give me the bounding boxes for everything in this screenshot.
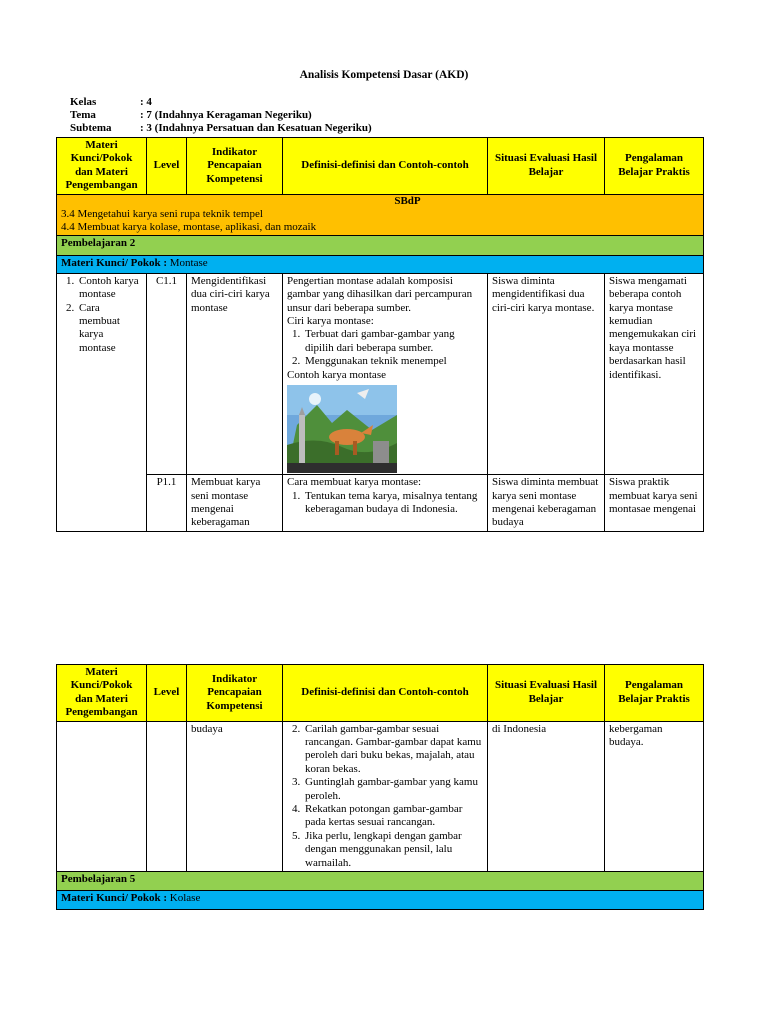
header-definisi: Definisi-definisi dan Contoh-contoh — [283, 138, 488, 195]
list-item: 2. Cara membuat karya montase — [77, 302, 142, 356]
table-header-row — [57, 665, 704, 722]
table-header-row — [57, 138, 704, 195]
header-level: Level — [147, 665, 187, 722]
steps-list — [287, 490, 483, 517]
situasi-cell: di Indonesia — [488, 721, 605, 871]
list-item: 4. Rekatkan potongan gambar-gambar pada kertas sesuai rancangan. — [303, 803, 483, 830]
materi-label: Materi Kunci/ Pokok : — [61, 256, 168, 269]
akd-table-2 — [56, 664, 704, 910]
pembelajaran-row — [57, 872, 704, 891]
pengalaman-cell: Siswa mengamati beberapa contoh karya montase kemudian mengemukakan ciri kaya montasse berdasarkan hasil identifikasi. — [605, 273, 704, 474]
kd-4-4: 4.4 Membuat karya kolase, montase, aplikasi, dan mozaik — [61, 221, 317, 234]
materi-row — [57, 891, 704, 910]
document-title: Analisis Kompetensi Dasar (AKD) — [299, 69, 469, 81]
pembelajaran-label: Pembelajaran 2 — [57, 235, 704, 255]
akd-table-1 — [56, 137, 704, 532]
list-item: 5. Jika perlu, lengkapi dengan gambar dengan menggunakan pensil, lalu warnailah. — [303, 830, 483, 870]
header-situasi: Situasi Evaluasi Hasil Belajar — [488, 138, 605, 195]
definisi-cell — [283, 475, 488, 532]
kd-3-4: 3.4 Mengetahui karya seni rupa teknik tempel — [61, 208, 263, 221]
definisi-cell — [283, 273, 488, 474]
header-pengalaman: Pengalaman Belajar Praktis — [605, 665, 704, 722]
ciri-list — [287, 328, 483, 368]
level-cell: P1.1 — [147, 475, 187, 532]
situasi-cell: Siswa diminta mengidentifikasi dua ciri-ciri karya montase. — [488, 273, 605, 474]
subject-row — [57, 194, 704, 235]
list-item: 2. Carilah gambar-gambar sesuai rancangan. Gambar-gambar dapat kamu peroleh dari buku bekas, majalah, atau koran bekas. — [303, 723, 483, 777]
pembelajaran-label: Pembelajaran 5 — [57, 872, 704, 891]
header-indikator: Indikator Pencapaian Kompetensi — [187, 138, 283, 195]
header-indikator: Indikator Pencapaian Kompetensi — [187, 665, 283, 722]
pembelajaran-row — [57, 235, 704, 255]
definisi-text: Cara membuat karya montase: — [287, 476, 422, 489]
materi-label: Materi Kunci/ Pokok : — [61, 892, 168, 905]
level-cell: C1.1 — [147, 273, 187, 474]
subject-label: SBdP — [394, 194, 421, 207]
header-level: Level — [147, 138, 187, 195]
materi-value: Montase — [169, 256, 208, 269]
steps-list — [287, 723, 483, 870]
header-materi: Materi Kunci/Pokok dan Materi Pengembangan — [57, 665, 147, 722]
materi-value: Kolase — [169, 892, 201, 905]
header-pengalaman: Pengalaman Belajar Praktis — [605, 138, 704, 195]
pengalaman-cell: Siswa praktik membuat karya seni montasae mengenai — [605, 475, 704, 532]
list-item: 3. Guntinglah gambar-gambar yang kamu peroleh. — [303, 776, 483, 803]
montase-example-image — [287, 385, 397, 473]
table-row — [57, 273, 704, 474]
indikator-cell: budaya — [187, 721, 283, 871]
indikator-cell: Membuat karya seni montase mengenai keberagaman — [187, 475, 283, 532]
list-item: 1. Tentukan tema karya, misalnya tentang keberagaman budaya di Indonesia. — [303, 490, 483, 517]
header-situasi: Situasi Evaluasi Hasil Belajar — [488, 665, 605, 722]
table-row — [57, 475, 704, 532]
materi-row — [57, 255, 704, 273]
info-kelas: Kelas : 4 — [70, 96, 152, 108]
definisi-cell — [283, 721, 488, 871]
header-materi: Materi Kunci/Pokok dan Materi Pengembangan — [57, 138, 147, 195]
list-item: 2. Menggunakan teknik menempel — [303, 355, 483, 368]
materi-list — [61, 275, 142, 355]
indikator-cell: Mengidentifikasi dua ciri-ciri karya montase — [187, 273, 283, 474]
table-row — [57, 721, 704, 871]
list-item: 1. Contoh karya montase — [77, 275, 142, 302]
situasi-cell: Siswa diminta membuat karya seni montase mengenai keberagaman budaya — [488, 475, 605, 532]
contoh-label: Contoh karya montase — [287, 368, 386, 381]
list-item: 1. Terbuat dari gambar-gambar yang dipilih dari beberapa sumber. — [303, 328, 483, 355]
header-definisi: Definisi-definisi dan Contoh-contoh — [283, 665, 488, 722]
info-subtema: Subtema : 3 (Indahnya Persatuan dan Kesatuan Negeriku) — [70, 122, 372, 134]
ciri-label: Ciri karya montase: — [287, 315, 374, 328]
pengalaman-cell: kebergaman budaya. — [605, 721, 704, 871]
definisi-text: Pengertian montase adalah komposisi gambar yang dihasilkan dari percampuran unsur dari beberapa sumber. — [287, 274, 473, 314]
info-tema: Tema : 7 (Indahnya Keragaman Negeriku) — [70, 109, 312, 121]
